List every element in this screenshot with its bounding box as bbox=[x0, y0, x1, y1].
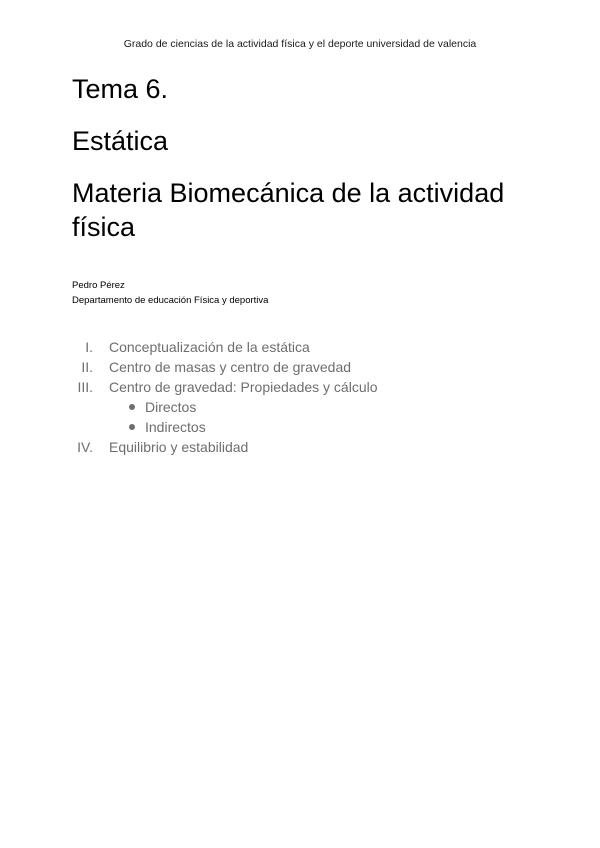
topic-title-heading: Estática bbox=[72, 126, 169, 156]
bullet-icon bbox=[129, 424, 135, 430]
toc-item-number: I. bbox=[85, 339, 93, 355]
toc-item-3 bbox=[72, 377, 532, 397]
toc-item-1 bbox=[72, 337, 532, 357]
toc-subitem-label: Indirectos bbox=[145, 419, 206, 435]
author-block bbox=[72, 278, 268, 308]
toc-subitem-indirectos bbox=[72, 417, 532, 437]
table-of-contents bbox=[72, 337, 532, 457]
toc-item-label: Conceptualización de la estática bbox=[109, 339, 310, 355]
topic-number-heading: Tema 6. bbox=[72, 74, 169, 104]
page-header: Grado de ciencias de la actividad física y el deporte universidad de valencia bbox=[123, 38, 477, 50]
bullet-icon bbox=[129, 404, 135, 410]
toc-item-label: Equilibrio y estabilidad bbox=[109, 439, 249, 455]
toc-item-number: III. bbox=[77, 379, 93, 395]
toc-item-label: Centro de gravedad: Propiedades y cálculo bbox=[109, 379, 378, 395]
toc-item-label: Centro de masas y centro de gravedad bbox=[109, 359, 352, 375]
toc-item-2 bbox=[72, 357, 532, 377]
subject-heading: Materia Biomecánica de la actividad física bbox=[72, 178, 505, 242]
toc-subitem-directos bbox=[72, 397, 532, 417]
toc-item-4 bbox=[72, 437, 532, 457]
toc-item-number: II. bbox=[81, 359, 93, 375]
toc-subitem-label: Directos bbox=[145, 399, 197, 415]
toc-item-number: IV. bbox=[77, 439, 93, 455]
author-name: Pedro Pérez bbox=[72, 280, 125, 291]
author-department: Departamento de educación Física y deportiva bbox=[72, 295, 269, 306]
